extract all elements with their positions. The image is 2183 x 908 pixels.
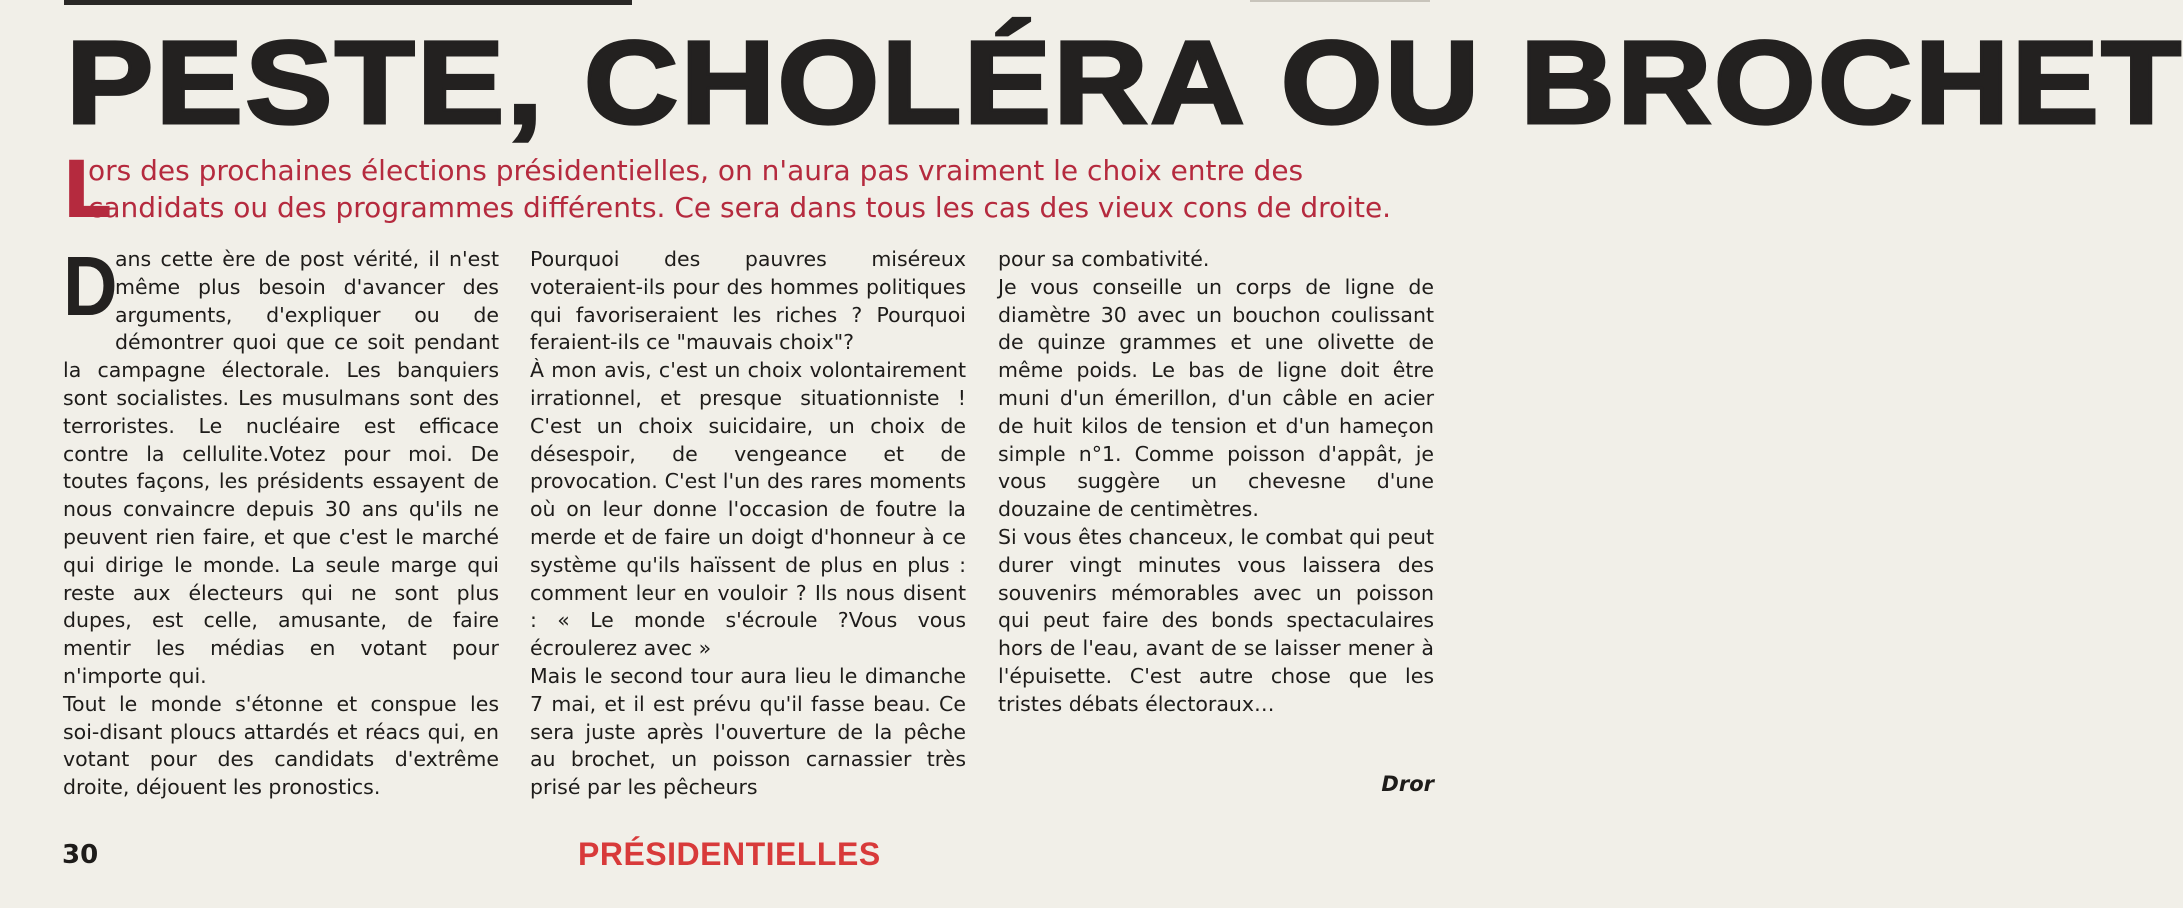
paragraph: Je vous conseille un corps de ligne de diamètre 30 avec un bouchon coulissant de quinze grammes et une olivette de même poids. Le bas de ligne doit être muni d'un émerillon, d'un câble en acier de huit kilos de tension et d'un hameçon simple n°1. Comme poisson d'appât, je vous suggère un chevesne d'une douzaine de centimètres. — [998, 274, 1434, 522]
paragraph: pour sa combativité. — [998, 247, 1210, 271]
article-column-2 — [530, 246, 966, 802]
article-headline: PESTE, CHOLÉRA OU BROCHET — [66, 17, 2183, 149]
lead-line-2: candidats ou des programmes différents. Ce sera dans tous les cas des vieux cons de droite. — [88, 191, 1392, 224]
article-column-1 — [63, 239, 499, 802]
article-lead — [62, 146, 1452, 236]
top-rule — [64, 0, 632, 5]
paragraph: Mais le second tour aura lieu le dimanche 7 mai, et il est prévu qu'il fasse beau. Ce sera juste après l'ouverture de la pêche au brochet, un poisson carnassier très prisé par les pêcheurs — [530, 663, 966, 800]
column-dropcap: D — [63, 239, 118, 333]
paragraph: Pourquoi des pauvres miséreux voteraient-ils pour des hommes politiques qui favoriseraient les riches ? Pourquoi feraient-ils ce "mauvais choix"? — [530, 247, 966, 355]
article-column-3 — [998, 246, 1434, 719]
paragraph: ans cette ère de post vérité, il n'est même plus besoin d'avancer des arguments, d'expliquer ou de démontrer quoi que ce soit pendant la campagne électorale. Les banquiers sont socialistes. Les musulmans sont des terroristes. Le nucléaire est efficace contre la cellulite.Votez pour moi. De toutes façons, les présidents essayent de nous convaincre depuis 30 ans qu'ils ne peuvent rien faire, et que c'est le marché qui dirige le monde. La seule marge qui reste aux électeurs qui ne sont plus dupes, est celle, amusante, de faire mentir les médias en votant pour n'importe qui. — [63, 247, 499, 688]
section-title: PRÉSIDENTIELLES — [578, 836, 881, 872]
paragraph: À mon avis, c'est un choix volontairement irrationnel, et presque situationniste ! C'est un choix suicidaire, un choix de désespoir, de vengeance et de provocation. C'est l'un des rares moments où on leur donne l'occasion de foutre la merde et de faire un doigt d'honneur à ce système qu'ils haïssent de plus en plus : comment leur en vouloir ? Ils nous disent : « Le monde s'écroule ?Vous vous écroulerez avec » — [530, 358, 966, 661]
lead-line-1: ors des prochaines élections présidentielles, on n'aura pas vraiment le choix entre des — [88, 154, 1304, 187]
lead-dropcap: L — [62, 146, 112, 236]
paragraph: Tout le monde s'étonne et conspue les soi-disant ploucs attardés et réacs qui, en votant pour des candidats d'extrême droite, déjouent les pronostics. — [63, 691, 499, 800]
paragraph: Si vous êtes chanceux, le combat qui peut durer vingt minutes vous laissera des souvenirs mémorables avec un poisson qui peut faire des bonds spectaculaires hors de l'eau, avant de se laisser mener à l'épuisette. C'est autre chose que les tristes débats électoraux… — [998, 524, 1435, 716]
top-rule-faint — [1250, 0, 1430, 2]
page-number: 30 — [62, 840, 99, 870]
author-signature: Dror — [1381, 772, 1434, 796]
